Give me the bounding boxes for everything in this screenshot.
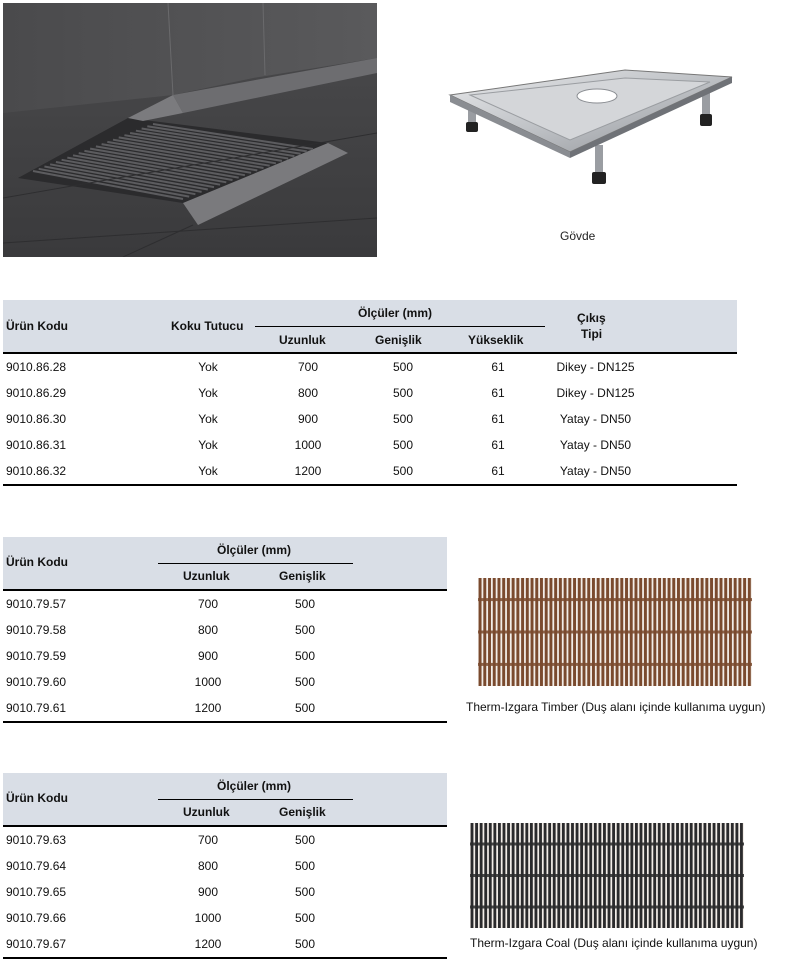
table-header [3, 300, 737, 352]
cell-length: 900 [197, 649, 219, 663]
table-row [3, 617, 447, 643]
header-code: Ürün Kodu [6, 555, 68, 569]
cell-outlet: Dikey - DN125 [556, 360, 635, 374]
cell-length: 700 [197, 597, 219, 611]
header-trap: Koku Tutucu [171, 319, 244, 333]
grate-crossbar [478, 631, 752, 634]
cell-length: 800 [197, 623, 219, 637]
table-header [3, 537, 447, 589]
cell-width: 500 [294, 597, 316, 611]
cell-height: 61 [491, 438, 505, 452]
cell-width: 500 [294, 859, 316, 873]
cell-outlet: Yatay - DN50 [559, 438, 632, 452]
grate-crossbar [478, 598, 752, 601]
header-height: Yükseklik [468, 333, 524, 347]
cell-trap: Yok [198, 438, 218, 452]
cell-width: 500 [392, 412, 414, 426]
grate-crossbar [470, 843, 744, 846]
cell-code: 9010.79.58 [6, 623, 67, 637]
cell-length: 900 [197, 885, 219, 899]
table-row [3, 827, 447, 853]
cell-width: 500 [392, 386, 414, 400]
cell-code: 9010.79.66 [6, 911, 67, 925]
cell-trap: Yok [198, 412, 218, 426]
cell-width: 500 [294, 701, 316, 715]
table-row [3, 458, 737, 484]
table-row [3, 643, 447, 669]
cell-width: 500 [392, 438, 414, 452]
cell-width: 500 [294, 911, 316, 925]
cell-code: 9010.79.67 [6, 937, 67, 951]
cell-height: 61 [491, 464, 505, 478]
grate-crossbar [478, 663, 752, 666]
table-row [3, 853, 447, 879]
cell-outlet: Yatay - DN50 [559, 412, 632, 426]
cell-width: 500 [392, 360, 414, 374]
table-row [3, 879, 447, 905]
cell-width: 500 [294, 885, 316, 899]
cell-length: 1000 [194, 911, 222, 925]
header-outlet-1: Çıkış [577, 311, 606, 325]
cell-trap: Yok [198, 464, 218, 478]
header-width: Genişlik [279, 569, 326, 583]
tray-illustration [440, 50, 740, 200]
cell-code: 9010.79.61 [6, 701, 67, 715]
table-row [3, 591, 447, 617]
header-dims: Ölçüler (mm) [217, 543, 292, 557]
header-dims: Ölçüler (mm) [358, 306, 433, 320]
grate-crossbar [470, 874, 744, 877]
header-width: Genişlik [375, 333, 422, 347]
header-divider [255, 326, 545, 327]
table-row [3, 432, 737, 458]
cell-code: 9010.86.31 [6, 438, 67, 452]
table-row [3, 931, 447, 957]
table-row [3, 406, 737, 432]
cell-length: 700 [197, 833, 219, 847]
cell-code: 9010.86.30 [6, 412, 67, 426]
header-length: Uzunluk [183, 805, 230, 819]
table-row [3, 380, 737, 406]
cell-length: 900 [297, 412, 319, 426]
cell-code: 9010.79.64 [6, 859, 67, 873]
cell-height: 61 [491, 386, 505, 400]
tray-caption: Gövde [560, 229, 596, 243]
cell-length: 1200 [194, 701, 222, 715]
cell-length: 700 [297, 360, 319, 374]
cell-code: 9010.86.29 [6, 386, 67, 400]
cell-length: 1000 [194, 675, 222, 689]
cell-width: 500 [294, 675, 316, 689]
grate-timber-caption: Therm-Izgara Timber (Duş alanı içinde kullanıma uygun) [466, 700, 766, 714]
cell-width: 500 [392, 464, 414, 478]
product-photo [3, 3, 377, 257]
cell-code: 9010.79.60 [6, 675, 67, 689]
grate-crossbar [470, 906, 744, 909]
table-row [3, 354, 737, 380]
spec-table-coal [3, 773, 447, 959]
grate-coal-caption: Therm-Izgara Coal (Duş alanı içinde kullanıma uygun) [470, 936, 758, 950]
cell-width: 500 [294, 833, 316, 847]
cell-trap: Yok [198, 386, 218, 400]
cell-length: 1000 [294, 438, 322, 452]
cell-width: 500 [294, 937, 316, 951]
cell-height: 61 [491, 360, 505, 374]
cell-length: 1200 [194, 937, 222, 951]
cell-width: 500 [294, 649, 316, 663]
cell-trap: Yok [198, 360, 218, 374]
header-length: Uzunluk [279, 333, 326, 347]
cell-outlet: Yatay - DN50 [559, 464, 632, 478]
cell-height: 61 [491, 412, 505, 426]
table-row [3, 669, 447, 695]
cell-length: 800 [197, 859, 219, 873]
table-row [3, 695, 447, 721]
header-length: Uzunluk [183, 569, 230, 583]
cell-length: 1200 [294, 464, 322, 478]
cell-code: 9010.86.32 [6, 464, 67, 478]
cell-code: 9010.79.65 [6, 885, 67, 899]
header-divider [158, 563, 353, 564]
grate-coal-image [470, 823, 744, 928]
spec-table-body [3, 300, 737, 486]
header-width: Genişlik [279, 805, 326, 819]
cell-code: 9010.79.63 [6, 833, 67, 847]
spec-table-timber [3, 537, 447, 723]
cell-outlet: Dikey - DN125 [556, 386, 635, 400]
header-dims: Ölçüler (mm) [217, 779, 292, 793]
header-divider [158, 799, 353, 800]
header-outlet-2: Tipi [581, 327, 603, 341]
header-code: Ürün Kodu [6, 791, 68, 805]
table-header [3, 773, 447, 825]
grate-timber-image [478, 578, 752, 686]
cell-length: 800 [297, 386, 319, 400]
table-row [3, 905, 447, 931]
cell-code: 9010.86.28 [6, 360, 67, 374]
cell-code: 9010.79.57 [6, 597, 67, 611]
header-code: Ürün Kodu [6, 319, 68, 333]
cell-code: 9010.79.59 [6, 649, 67, 663]
cell-width: 500 [294, 623, 316, 637]
